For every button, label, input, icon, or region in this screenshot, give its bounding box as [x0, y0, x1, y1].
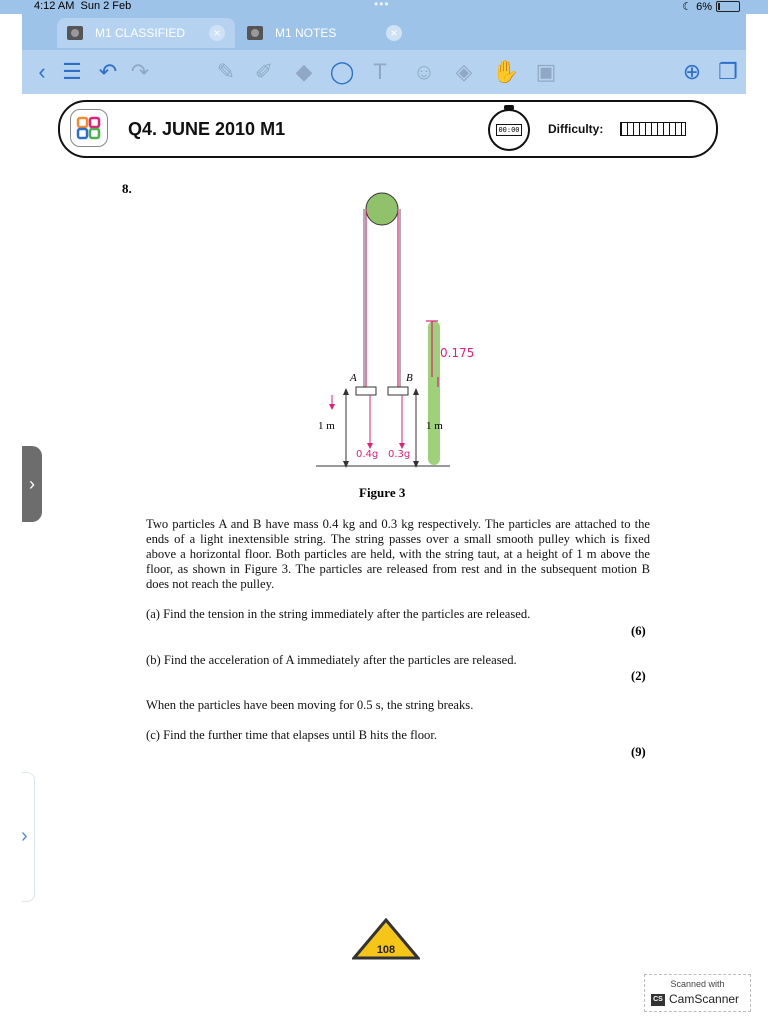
label-a: A [350, 372, 357, 384]
redo-icon[interactable]: ↷ [130, 59, 150, 84]
camscanner-watermark [644, 974, 751, 1012]
tab-m1-classified[interactable] [57, 18, 235, 48]
question-intro: Two particles A and B have mass 0.4 kg and 0.3 kg respectively. The particles are attached to the ends of a light inextensible string. The string passes over a small smooth pulley which is fixed above a horizontal floor. Both particles are held, with the string taut, at a height of 1 m above the floor, as shown in Figure 3. The particles are released from rest and in the subsequent motion B does not reach the pulley. [146, 517, 650, 591]
pen-icon[interactable]: ✎ [216, 59, 236, 84]
pulley-icon [366, 193, 398, 225]
app-logo-icon [70, 109, 108, 147]
battery-icon [716, 1, 740, 12]
height-label-right: 1 m [426, 420, 443, 432]
question-part-b: (b) Find the acceleration of A immediately after the particles are released. [146, 653, 517, 667]
question-number: 8. [122, 181, 132, 196]
question-break-note: When the particles have been moving for 0.5 s, the string breaks. [146, 698, 474, 712]
battery-percent: 6% [696, 0, 712, 13]
page-title: Q4. JUNE 2010 M1 [128, 119, 286, 139]
sidebar-toggle-handle[interactable]: › [22, 446, 42, 522]
tab-m1-notes[interactable] [237, 18, 412, 48]
mass-a-annotation: 0.4g [356, 449, 379, 460]
image-icon[interactable]: ▣ [535, 59, 557, 84]
pulley-figure [290, 185, 490, 475]
difficulty-label: Difficulty: [548, 122, 604, 136]
watermark-line2: CamScanner [669, 992, 740, 1006]
tab-label: M1 CLASSIFIED [95, 26, 186, 40]
time-text: 4:12 AM [34, 0, 75, 12]
page-number: 108 [376, 944, 396, 956]
status-right [682, 0, 740, 13]
list-icon[interactable]: ☰ [62, 59, 82, 84]
stopwatch-crown [504, 105, 514, 110]
tab-bar [22, 14, 746, 50]
close-tab-icon[interactable]: × [386, 25, 402, 41]
mass-b-annotation: 0.3g [388, 449, 411, 460]
timer-readout: 00:00 [496, 124, 522, 136]
status-time [34, 0, 131, 12]
pages-icon[interactable]: ❐ [718, 59, 738, 84]
stopwatch-icon [488, 109, 530, 151]
marks-a: (6) [631, 624, 646, 638]
close-tab-icon[interactable]: × [209, 25, 225, 41]
status-bar [0, 0, 768, 14]
highlight-bar [428, 321, 440, 465]
notebook-icon [247, 26, 263, 40]
marks-c: (9) [631, 745, 646, 759]
notebook-icon [67, 26, 83, 40]
hand-icon[interactable]: ✋ [492, 59, 520, 84]
camscanner-logo-icon: CS [651, 994, 665, 1006]
lasso-icon[interactable]: ◯ [329, 59, 355, 84]
annotation-distance: 0.175 [440, 346, 475, 360]
date-text: Sun 2 Feb [80, 0, 132, 12]
chevron-right-icon[interactable]: › [21, 825, 28, 847]
height-label-left: 1 m [318, 420, 335, 432]
question-part-c: (c) Find the further time that elapses until B hits the floor. [146, 728, 437, 742]
eraser-icon[interactable]: ◆ [295, 59, 313, 84]
difficulty-meter [620, 122, 686, 136]
moon-icon: ☾ [682, 1, 693, 13]
highlighter-icon[interactable]: ✐ [254, 59, 274, 84]
toolbar [22, 50, 746, 94]
marks-b: (2) [631, 669, 646, 683]
question-header [58, 100, 718, 158]
text-icon[interactable]: T [373, 59, 387, 84]
sticker-icon[interactable]: ☺ [412, 59, 436, 84]
tab-label: M1 NOTES [275, 26, 337, 40]
figure-caption: Figure 3 [359, 485, 406, 500]
label-b: B [406, 372, 413, 384]
question-part-a: (a) Find the tension in the string immediately after the particles are released. [146, 607, 531, 621]
undo-icon[interactable]: ↶ [98, 59, 118, 84]
add-page-icon[interactable]: ⊕ [682, 59, 702, 84]
multitasking-dots-icon[interactable]: ••• [374, 0, 390, 11]
back-icon[interactable]: ‹ [38, 59, 46, 84]
shapes-icon[interactable]: ◈ [455, 59, 473, 84]
watermark-line1: Scanned with [670, 979, 725, 989]
